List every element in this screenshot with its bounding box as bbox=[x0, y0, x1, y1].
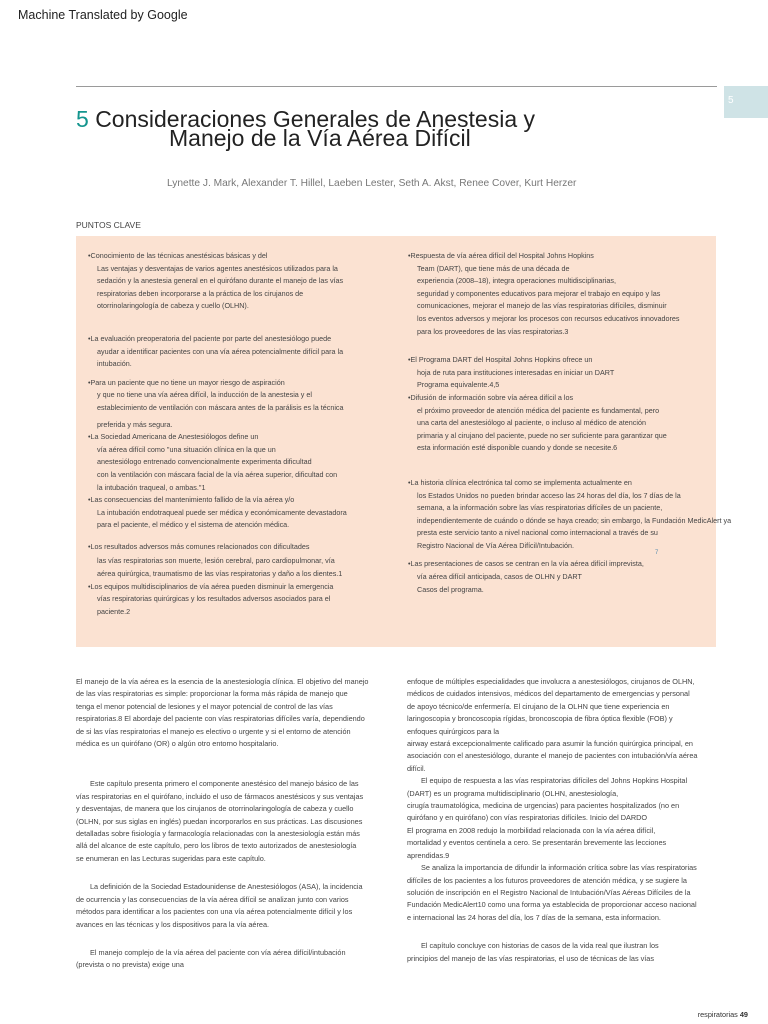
key-point-line: •La historia clínica electrónica tal como se implementa actualmente en bbox=[408, 477, 632, 487]
body-text-line: enfoques quirúrgicos para la bbox=[407, 726, 500, 736]
key-point-line: intubación. bbox=[97, 359, 132, 369]
body-text-line: (DART) es un programa multidisciplinario (OLHN, anestesiología, bbox=[407, 788, 619, 798]
body-text-line: difícil. bbox=[407, 763, 426, 773]
key-points-heading: PUNTOS CLAVE bbox=[76, 220, 141, 230]
body-text-line: de ocurrencia y las consecuencias de la vía aérea difícil se analizan junto con varios bbox=[76, 894, 349, 904]
body-text-line: métodos para identificar a los pacientes con una vía aérea potencialmente difícil y los bbox=[76, 907, 353, 917]
key-point-line: con la ventilación con máscara facial de la vía aérea superior, dificultad con bbox=[97, 469, 338, 479]
body-text-line: solución de inscripción en el Registro Nacional de Intubación/Vías Aéreas Difíciles de la bbox=[407, 887, 691, 897]
body-text-line: detalladas sobre fisiología y farmacología relacionadas con la anestesiología están más bbox=[76, 829, 360, 839]
body-text-line: asociación con el anestesiólogo, durante el manejo de pacientes con intubación/vía aérea bbox=[407, 751, 698, 761]
superscript-7: 7 bbox=[655, 550, 659, 556]
body-text-line: El equipo de respuesta a las vías respiratorias difíciles del Johns Hopkins Hospital bbox=[421, 776, 688, 786]
key-point-line: •Respuesta de vía aérea difícil del Hospital Johns Hopkins bbox=[408, 251, 594, 260]
body-text-line: El programa en 2008 redujo la morbilidad relacionada con la vía aérea difícil, bbox=[407, 825, 656, 835]
key-point-line: hoja de ruta para instituciones interesadas en iniciar un DART bbox=[417, 367, 615, 377]
key-point-line: otorrinolaringología de cabeza y cuello (OLHN). bbox=[97, 301, 249, 311]
body-text-line: de apoyo técnico/de enfermería. El cirujano de la OLHN que tiene experiencia en bbox=[407, 701, 670, 711]
key-point-line: los Estados Unidos no pueden brindar acceso las 24 horas del día, los 7 días de la bbox=[417, 490, 681, 500]
key-point-line: vía aérea difícil anticipada, casos de OLHN y DART bbox=[417, 572, 582, 582]
key-point-line: Casos del programa. bbox=[417, 584, 484, 594]
body-text-line: difíciles de los pacientes a los futuros proveedores de atención médica, y se sugiere la bbox=[407, 875, 687, 885]
key-point-line: •Los equipos multidisciplinarios de vía aérea pueden disminuir la emergencia bbox=[88, 581, 334, 591]
key-point-line: Las ventajas y desventajas de varios agentes anestésicos utilizados para la bbox=[97, 263, 338, 273]
body-text-line: mortalidad y eventos centinela a cero. Se presentarán brevemente las lecciones bbox=[407, 838, 667, 848]
key-point-line: para los proveedores de las vías respiratorias.3 bbox=[417, 326, 569, 336]
key-point-line: •Para un paciente que no tiene un mayor riesgo de aspiración bbox=[88, 377, 285, 387]
body-text-line: avances en las técnicas y los dispositivos para la vía aérea. bbox=[76, 919, 270, 929]
key-point-line: establecimiento de ventilación con máscara antes de la parálisis es la técnica bbox=[97, 402, 344, 412]
body-text-line: tenga el menor potencial de lesiones y el mayor potencial de control de las vías bbox=[76, 701, 333, 711]
key-point-line: •Conocimiento de las técnicas anestésicas básicas y del bbox=[88, 251, 268, 260]
key-point-line: •La Sociedad Americana de Anestesiólogos define un bbox=[88, 432, 259, 442]
key-point-line: primaria y al cirujano del paciente, puede no ser suficiente para garantizar que bbox=[417, 430, 667, 440]
body-text-line: quirófano y en quirófano) con vías respiratorias difíciles. Inicio del DARDO bbox=[407, 813, 648, 823]
body-text-line: cirugía traumatológica, medicina de urgencias) para pacientes hospitalizados (no en bbox=[407, 801, 680, 811]
key-point-line: la intubación traqueal, o ambas."1 bbox=[97, 482, 206, 492]
chapter-title-text1: Consideraciones Generales de Anestesia y bbox=[95, 106, 536, 132]
body-text-line: e internacional las 24 horas del día, los 7 días de la semana, esta informacion. bbox=[407, 912, 661, 922]
key-point-line: independientemente de cuándo o dónde se haya creado; sin embargo, la Fundación MedicAlert ya bbox=[417, 515, 732, 525]
body-text-line: enfoque de múltiples especialidades que involucra a anestesiólogos, cirujanos de OLHN, bbox=[407, 677, 695, 686]
body-text-line: allá del alcance de este capítulo, pero los libros de texto autorizados de anestesiología bbox=[76, 841, 357, 851]
body-text-line: de si las vías respiratorias el manejo es electivo o urgente y si el entorno de atención bbox=[76, 726, 351, 736]
chapter-title-line2: Manejo de la Vía Aérea Difícil bbox=[169, 125, 471, 151]
key-point-line: esta información esté disponible cuando y donde se necesite.6 bbox=[417, 443, 618, 453]
body-text-line: El manejo de la vía aérea es la esencia de la anestesiología clínica. El objetivo del manejo bbox=[76, 677, 369, 686]
key-point-line: los eventos adversos y mejorar los procesos con recursos educativos innovadores bbox=[417, 313, 680, 323]
key-point-line: ayudar a identificar pacientes con una vía aérea potencialmente difícil para la bbox=[97, 346, 344, 356]
key-point-line: •Las presentaciones de casos se centran en la vía aérea difícil imprevista, bbox=[408, 559, 644, 569]
key-point-line: •Las consecuencias del mantenimiento fallido de la vía aérea y/o bbox=[88, 495, 295, 505]
body-text-line: Este capítulo presenta primero el componente anestésico del manejo básico de las bbox=[90, 779, 359, 789]
key-point-line: las vías respiratorias son muerte, lesión cerebral, paro cardiopulmonar, vía bbox=[97, 556, 335, 566]
key-point-line: el próximo proveedor de atención médica del paciente es fundamental, pero bbox=[417, 405, 660, 415]
key-point-line: una carta del anestesiólogo al paciente, o incluso al médico de atención bbox=[417, 418, 646, 428]
key-point-line: comunicaciones, mejorar el manejo de las vías respiratorias difíciles, disminuir bbox=[417, 301, 667, 311]
key-point-line: •El Programa DART del Hospital Johns Hopkins ofrece un bbox=[408, 355, 593, 365]
body-text-line: El manejo complejo de la vía aérea del paciente con vía aérea difícil/intubación bbox=[90, 947, 346, 957]
chapter-title bbox=[76, 106, 696, 151]
key-point-line: respiratorias deben incorporarse a la práctica de los cirujanos de bbox=[97, 288, 304, 298]
chapter-number: 5 bbox=[76, 106, 89, 132]
author-list: Lynette J. Mark, Alexander T. Hillel, Laeben Lester, Seth A. Akst, Renee Cover, Kurt Herzer bbox=[167, 178, 577, 189]
body-text-line: y desventajas, de manera que los cirujanos de otorrinolaringología de cabeza y cuello bbox=[76, 804, 354, 814]
chapter-tab: 5 bbox=[724, 86, 768, 118]
key-point-line: anestesiólogo entrenado convencionalmente experimenta dificultad bbox=[97, 457, 312, 467]
header-rule bbox=[76, 86, 717, 87]
body-right-column bbox=[407, 676, 727, 965]
body-text-line: La definición de la Sociedad Estadounidense de Anestesiólogos (ASA), la incidencia bbox=[90, 882, 363, 892]
key-point-line: •La evaluación preoperatoria del paciente por parte del anestesiólogo puede bbox=[88, 333, 332, 343]
key-point-line: paciente.2 bbox=[97, 606, 131, 616]
body-text-line: (prevista o no prevista) exige una bbox=[76, 960, 184, 970]
body-text-line: laringoscopia y broncoscopia rígidas, broncoscopia de fibra óptica flexible (FOB) y bbox=[407, 714, 673, 724]
key-point-line: vía aérea difícil como "una situación clínica en la que un bbox=[97, 444, 276, 454]
page-number: 49 bbox=[739, 1010, 748, 1019]
body-text-line: Fundación MedicAlert10 como una forma ya establecida de proporcionar acceso nacional bbox=[407, 900, 697, 910]
body-text-line: vías respiratorias en el quirófano, incluido el uso de fármacos anestésicos y sus ventajas bbox=[76, 791, 364, 801]
footer-running-text: respiratorias bbox=[697, 1010, 738, 1019]
key-point-line: •Difusión de información sobre vía aérea difícil a los bbox=[408, 392, 574, 402]
key-point-line: sedación y la anestesia general en el quirófano durante el manejo de las vías bbox=[97, 276, 344, 286]
body-text-line: médica es un quirófano (OR) o algún otro entorno hospitalario. bbox=[76, 739, 279, 749]
key-points-right-column bbox=[408, 250, 738, 596]
key-point-line: seguridad y componentes educativos para mejorar el trabajo en equipo y las bbox=[417, 288, 661, 298]
key-point-line: Registro Nacional de Vía Aérea Difícil/Intubación. bbox=[417, 540, 575, 550]
key-point-line: preferida y más segura. bbox=[97, 419, 173, 429]
body-text-line: aprendidas.9 bbox=[407, 850, 450, 860]
body-text-line: respiratorias.8 El abordaje del paciente con vías respiratorias difíciles varía, dependiendo bbox=[76, 714, 365, 724]
body-text-line: médicos de cuidados intensivos, médicos del departamento de emergencias y personal bbox=[407, 689, 690, 699]
key-point-line: semana, a la información sobre las vías respiratorias difíciles de un paciente, bbox=[417, 503, 663, 513]
key-point-line: experiencia (2008–18), integra operaciones multidisciplinarias, bbox=[417, 276, 616, 286]
key-point-line: para el paciente, el médico y el sistema de atención médica. bbox=[97, 520, 290, 530]
key-points-left-column bbox=[88, 250, 388, 618]
key-point-line: presta este servicio tanto a nivel nacional como internacional a través de su bbox=[417, 528, 658, 538]
body-text-line: airway estará excepcionalmente calificado para asumir la función quirúrgica principal, en bbox=[407, 739, 693, 749]
key-point-line: Programa equivalente.4,5 bbox=[417, 380, 500, 390]
body-text-line: se enumeran en las Lecturas sugeridas para este capítulo. bbox=[76, 853, 266, 863]
body-text-line: El capítulo concluye con historias de casos de la vida real que ilustran los bbox=[421, 941, 659, 951]
key-point-line: La intubación endotraqueal puede ser médica y económicamente devastadora bbox=[97, 507, 347, 517]
body-text-line: de las vías respiratorias es simple: proporcionar la forma más rápida de manejo que bbox=[76, 689, 348, 699]
body-text-line: principios del manejo de las vías respiratorias, el uso de técnicas de las vías bbox=[407, 953, 655, 963]
body-text-line: (OLHN, por sus siglas en inglés) puedan incorporarlos en sus prácticas. Las discusiones bbox=[76, 816, 363, 826]
page-footer bbox=[698, 1010, 748, 1019]
key-point-line: vías respiratorias quirúrgicas y los resultados adversos asociados para el bbox=[97, 594, 331, 604]
body-left-column bbox=[76, 676, 396, 972]
key-point-line: Team (DART), que tiene más de una década de bbox=[417, 263, 570, 273]
key-point-line: •Los resultados adversos más comunes relacionados con dificultades bbox=[88, 541, 310, 551]
key-point-line: aérea quirúrgica, traumatismo de las vías respiratorias y daño a los dientes.1 bbox=[97, 569, 343, 579]
machine-translation-banner: Machine Translated by Google bbox=[18, 8, 188, 22]
body-text-line: Se analiza la importancia de difundir la información crítica sobre las vías respiratorias bbox=[421, 863, 697, 873]
key-point-line: y que no tiene una vía aérea difícil, la inducción de la anestesia y el bbox=[97, 390, 312, 400]
